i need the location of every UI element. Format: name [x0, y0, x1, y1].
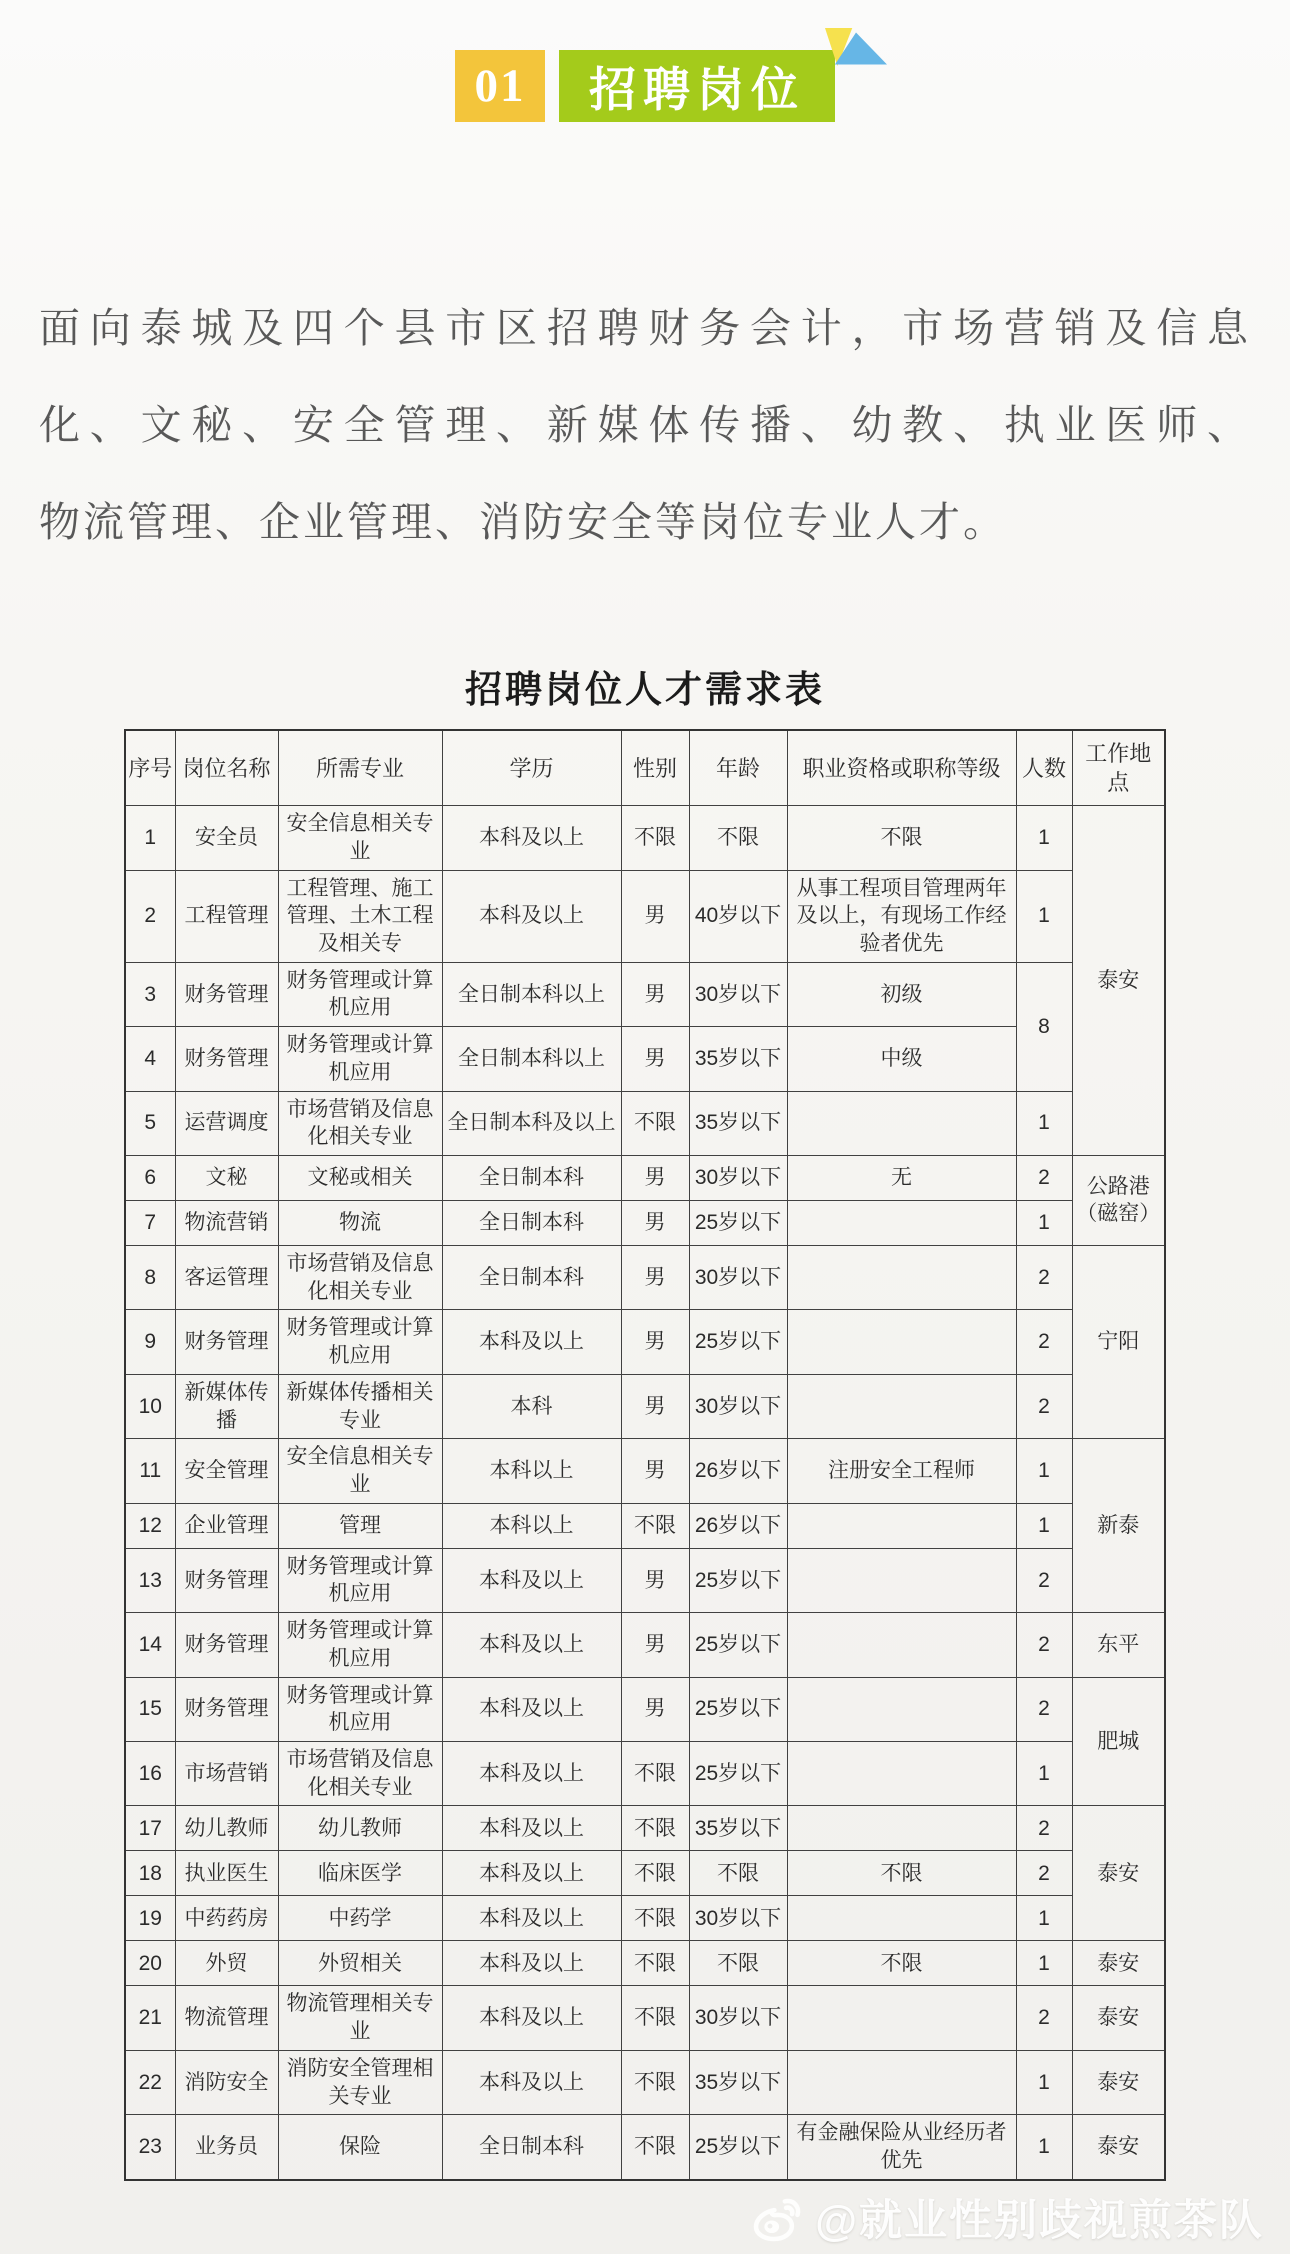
- table-cell: 财务管理或计算机应用: [278, 1310, 442, 1374]
- table-cell: 泰安: [1072, 806, 1165, 1156]
- table-cell: 泰安: [1072, 2050, 1165, 2114]
- table-cell: 本科及以上: [442, 1851, 621, 1896]
- table-cell: 财务管理: [175, 962, 278, 1026]
- table-cell: 男: [621, 1310, 689, 1374]
- table-cell: 30岁以下: [689, 1986, 787, 2050]
- table-cell: 20: [125, 1941, 175, 1986]
- section-title: 招聘岗位: [559, 50, 835, 122]
- table-cell: 不限: [787, 1941, 1016, 1986]
- table-cell: 无: [787, 1155, 1016, 1200]
- table-cell: 1: [1016, 1439, 1072, 1503]
- table-cell: 17: [125, 1806, 175, 1851]
- table-cell: 25岁以下: [689, 1613, 787, 1677]
- table-cell: 35岁以下: [689, 1027, 787, 1091]
- table-row: [125, 1941, 1165, 1986]
- table-cell: [787, 1548, 1016, 1612]
- table-cell: 男: [621, 1439, 689, 1503]
- table-cell: 1: [1016, 1200, 1072, 1245]
- table-row: [125, 962, 1165, 1026]
- table-cell: 财务管理或计算机应用: [278, 1027, 442, 1091]
- table-cell: 1: [1016, 1896, 1072, 1941]
- table-cell: 男: [621, 1677, 689, 1741]
- watermark: [749, 2187, 1264, 2248]
- table-cell: 男: [621, 1200, 689, 1245]
- column-header: 序号: [125, 730, 175, 806]
- table-cell: [787, 1503, 1016, 1548]
- table-cell: 幼儿教师: [278, 1806, 442, 1851]
- table-cell: 40岁以下: [689, 870, 787, 962]
- table-cell: 25岁以下: [689, 1742, 787, 1806]
- table-cell: 幼儿教师: [175, 1806, 278, 1851]
- table-cell: 1: [1016, 870, 1072, 962]
- table-cell: 1: [1016, 2050, 1072, 2114]
- table-cell: 泰安: [1072, 2115, 1165, 2180]
- table-cell: 不限: [621, 1091, 689, 1155]
- table-cell: 本科及以上: [442, 1677, 621, 1741]
- table-cell: 本科及以上: [442, 1986, 621, 2050]
- table-cell: 本科及以上: [442, 1310, 621, 1374]
- table-cell: 新泰: [1072, 1439, 1165, 1613]
- table-cell: [787, 1245, 1016, 1309]
- table-cell: 16: [125, 1742, 175, 1806]
- intro-line: 化、文秘、安全管理、新媒体传播、幼教、执业医师、: [39, 402, 1251, 448]
- table-cell: 男: [621, 1374, 689, 1438]
- table-cell: 工程管理、施工管理、土木工程及相关专: [278, 870, 442, 962]
- table-cell: 不限: [787, 806, 1016, 870]
- table-cell: 22: [125, 2050, 175, 2114]
- section-title-box: [559, 50, 835, 122]
- table-cell: 全日制本科: [442, 1245, 621, 1309]
- table-cell: [787, 1806, 1016, 1851]
- table-cell: 财务管理: [175, 1027, 278, 1091]
- table-cell: 25岁以下: [689, 1548, 787, 1612]
- table-cell: 本科及以上: [442, 806, 621, 870]
- table-cell: 安全员: [175, 806, 278, 870]
- table-cell: 财务管理或计算机应用: [278, 1613, 442, 1677]
- table-cell: 不限: [621, 806, 689, 870]
- table-cell: [787, 1896, 1016, 1941]
- table-cell: 5: [125, 1091, 175, 1155]
- table-cell: 工程管理: [175, 870, 278, 962]
- table-cell: 安全管理: [175, 1439, 278, 1503]
- table-cell: 2: [125, 870, 175, 962]
- table-cell: 文秘: [175, 1155, 278, 1200]
- table-row: [125, 1091, 1165, 1155]
- table-row: [125, 1200, 1165, 1245]
- table-cell: 市场营销及信息化相关专业: [278, 1742, 442, 1806]
- table-cell: 男: [621, 1548, 689, 1612]
- watermark-handle: @就业性别歧视煎茶队: [815, 2197, 1264, 2245]
- table-cell: 新媒体传播: [175, 1374, 278, 1438]
- table-cell: 本科以上: [442, 1439, 621, 1503]
- table-cell: 运营调度: [175, 1091, 278, 1155]
- table-cell: 中药学: [278, 1896, 442, 1941]
- table-cell: [787, 1091, 1016, 1155]
- table-cell: 1: [1016, 806, 1072, 870]
- column-header: 工作地点: [1072, 730, 1165, 806]
- table-cell: 财务管理或计算机应用: [278, 1677, 442, 1741]
- table-cell: 25岁以下: [689, 1200, 787, 1245]
- table-cell: 注册安全工程师: [787, 1439, 1016, 1503]
- column-header: 性别: [621, 730, 689, 806]
- table-cell: [787, 2050, 1016, 2114]
- table-cell: 安全信息相关专业: [278, 806, 442, 870]
- table-row: [125, 1439, 1165, 1503]
- table-row: [125, 1503, 1165, 1548]
- table-cell: 1: [1016, 1742, 1072, 1806]
- table-cell: 男: [621, 1245, 689, 1309]
- table-cell: 2: [1016, 1548, 1072, 1612]
- table-row: [125, 870, 1165, 962]
- table-cell: 东平: [1072, 1613, 1165, 1677]
- table-cell: 1: [1016, 1503, 1072, 1548]
- table-cell: 企业管理: [175, 1503, 278, 1548]
- table-cell: 35岁以下: [689, 1806, 787, 1851]
- table-cell: 2: [1016, 1851, 1072, 1896]
- table-cell: 肥城: [1072, 1677, 1165, 1806]
- table-cell: 物流营销: [175, 1200, 278, 1245]
- table-cell: 30岁以下: [689, 1374, 787, 1438]
- table-cell: 26岁以下: [689, 1439, 787, 1503]
- table-cell: 泰安: [1072, 1986, 1165, 2050]
- table-cell: 2: [1016, 1986, 1072, 2050]
- intro-paragraph: [39, 280, 1251, 571]
- table-cell: 全日制本科: [442, 1155, 621, 1200]
- section-number-badge: 01: [455, 50, 545, 122]
- table-cell: 不限: [621, 1986, 689, 2050]
- table-cell: [787, 1677, 1016, 1741]
- table-cell: [787, 1742, 1016, 1806]
- table-cell: 7: [125, 1200, 175, 1245]
- table-cell: 全日制本科: [442, 2115, 621, 2180]
- table-row: [125, 1677, 1165, 1741]
- triangle-decoration-icon: [825, 28, 887, 66]
- table-cell: 4: [125, 1027, 175, 1091]
- table-cell: 财务管理或计算机应用: [278, 962, 442, 1026]
- table-cell: 14: [125, 1613, 175, 1677]
- table-cell: 市场营销及信息化相关专业: [278, 1245, 442, 1309]
- table-cell: 初级: [787, 962, 1016, 1026]
- table-cell: 18: [125, 1851, 175, 1896]
- column-header: 所需专业: [278, 730, 442, 806]
- table-cell: 本科及以上: [442, 1896, 621, 1941]
- table-cell: 6: [125, 1155, 175, 1200]
- table-cell: 11: [125, 1439, 175, 1503]
- intro-line: 面向泰城及四个县市区招聘财务会计，市场营销及信息: [39, 305, 1251, 351]
- table-row: [125, 1374, 1165, 1438]
- table-cell: 8: [1016, 962, 1072, 1091]
- table-cell: 19: [125, 1896, 175, 1941]
- table-cell: 全日制本科及以上: [442, 1091, 621, 1155]
- table-cell: 公路港（磁窑）: [1072, 1155, 1165, 1245]
- table-cell: 有金融保险从业经历者优先: [787, 2115, 1016, 2180]
- table-cell: 本科及以上: [442, 870, 621, 962]
- table-cell: 业务员: [175, 2115, 278, 2180]
- table-cell: 临床医学: [278, 1851, 442, 1896]
- table-cell: 管理: [278, 1503, 442, 1548]
- table-cell: 21: [125, 1986, 175, 2050]
- column-header: 职业资格或职称等级: [787, 730, 1016, 806]
- table-cell: 男: [621, 1027, 689, 1091]
- table-cell: 35岁以下: [689, 2050, 787, 2114]
- table-cell: 泰安: [1072, 1941, 1165, 1986]
- table-row: [125, 1027, 1165, 1091]
- table-cell: 不限: [621, 2115, 689, 2180]
- table-cell: 不限: [621, 1851, 689, 1896]
- table-cell: 30岁以下: [689, 1896, 787, 1941]
- table-cell: 全日制本科以上: [442, 962, 621, 1026]
- table-cell: 男: [621, 1613, 689, 1677]
- table-cell: 25岁以下: [689, 1677, 787, 1741]
- table-cell: 26岁以下: [689, 1503, 787, 1548]
- table-section: [0, 659, 1290, 2181]
- table-cell: 市场营销及信息化相关专业: [278, 1091, 442, 1155]
- table-cell: 2: [1016, 1806, 1072, 1851]
- table-cell: 财务管理或计算机应用: [278, 1548, 442, 1612]
- table-cell: 25岁以下: [689, 2115, 787, 2180]
- table-cell: 本科: [442, 1374, 621, 1438]
- table-cell: 35岁以下: [689, 1091, 787, 1155]
- table-cell: 不限: [689, 1851, 787, 1896]
- weibo-icon: [749, 2190, 805, 2246]
- table-cell: 本科及以上: [442, 1806, 621, 1851]
- table-cell: 8: [125, 1245, 175, 1309]
- table-cell: 10: [125, 1374, 175, 1438]
- table-cell: 文秘或相关: [278, 1155, 442, 1200]
- table-cell: 物流: [278, 1200, 442, 1245]
- table-cell: 1: [1016, 2115, 1072, 2180]
- table-cell: 物流管理: [175, 1986, 278, 2050]
- table-row: [125, 1155, 1165, 1200]
- table-cell: 本科及以上: [442, 1742, 621, 1806]
- table-cell: 物流管理相关专业: [278, 1986, 442, 2050]
- table-cell: 外贸相关: [278, 1941, 442, 1986]
- intro-line: 物流管理、企业管理、消防安全等岗位专业人才。: [39, 499, 1007, 545]
- table-row: [125, 1896, 1165, 1941]
- table-row: [125, 1245, 1165, 1309]
- table-cell: 1: [1016, 1091, 1072, 1155]
- table-cell: 从事工程项目管理两年及以上，有现场工作经验者优先: [787, 870, 1016, 962]
- table-cell: [787, 1310, 1016, 1374]
- table-cell: 外贸: [175, 1941, 278, 1986]
- table-row: [125, 1806, 1165, 1851]
- table-cell: 宁阳: [1072, 1245, 1165, 1438]
- section-header: [0, 50, 1290, 122]
- table-row: [125, 1613, 1165, 1677]
- table-cell: 30岁以下: [689, 1155, 787, 1200]
- table-cell: 市场营销: [175, 1742, 278, 1806]
- table-cell: 财务管理: [175, 1613, 278, 1677]
- table-cell: 12: [125, 1503, 175, 1548]
- table-cell: 全日制本科以上: [442, 1027, 621, 1091]
- table-cell: 本科以上: [442, 1503, 621, 1548]
- table-cell: 30岁以下: [689, 962, 787, 1026]
- table-cell: [787, 1374, 1016, 1438]
- table-cell: 本科及以上: [442, 2050, 621, 2114]
- table-cell: 2: [1016, 1613, 1072, 1677]
- table-cell: [787, 1200, 1016, 1245]
- table-row: [125, 2050, 1165, 2114]
- table-cell: 1: [125, 806, 175, 870]
- table-cell: 不限: [621, 1941, 689, 1986]
- column-header: 年龄: [689, 730, 787, 806]
- table-cell: 安全信息相关专业: [278, 1439, 442, 1503]
- table-cell: 不限: [621, 1806, 689, 1851]
- table-cell: 男: [621, 870, 689, 962]
- table-cell: 男: [621, 962, 689, 1026]
- table-cell: 全日制本科: [442, 1200, 621, 1245]
- table-cell: 2: [1016, 1677, 1072, 1741]
- column-header: 岗位名称: [175, 730, 278, 806]
- table-cell: 新媒体传播相关专业: [278, 1374, 442, 1438]
- table-cell: 财务管理: [175, 1677, 278, 1741]
- recruitment-table: [124, 729, 1166, 2181]
- table-row: [125, 2115, 1165, 2180]
- table-title: 招聘岗位人才需求表: [465, 670, 825, 711]
- table-cell: 3: [125, 962, 175, 1026]
- table-row: [125, 1548, 1165, 1612]
- table-cell: 本科及以上: [442, 1613, 621, 1677]
- table-cell: 泰安: [1072, 1806, 1165, 1941]
- table-cell: 30岁以下: [689, 1245, 787, 1309]
- table-cell: 2: [1016, 1155, 1072, 1200]
- table-cell: 执业医生: [175, 1851, 278, 1896]
- table-cell: 不限: [621, 2050, 689, 2114]
- table-cell: 本科及以上: [442, 1941, 621, 1986]
- table-cell: 1: [1016, 1941, 1072, 1986]
- table-cell: 中级: [787, 1027, 1016, 1091]
- table-header-row: [125, 730, 1165, 806]
- table-row: [125, 1310, 1165, 1374]
- table-cell: 2: [1016, 1245, 1072, 1309]
- table-cell: 客运管理: [175, 1245, 278, 1309]
- table-cell: 25岁以下: [689, 1310, 787, 1374]
- table-cell: 消防安全: [175, 2050, 278, 2114]
- table-cell: 本科及以上: [442, 1548, 621, 1612]
- table-cell: 2: [1016, 1374, 1072, 1438]
- column-header: 人数: [1016, 730, 1072, 806]
- table-row: [125, 1742, 1165, 1806]
- table-cell: 财务管理: [175, 1310, 278, 1374]
- table-cell: 财务管理: [175, 1548, 278, 1612]
- table-cell: 男: [621, 1155, 689, 1200]
- table-cell: 不限: [621, 1742, 689, 1806]
- table-cell: 9: [125, 1310, 175, 1374]
- table-cell: 13: [125, 1548, 175, 1612]
- table-body: [125, 806, 1165, 2180]
- table-row: [125, 806, 1165, 870]
- table-cell: 不限: [689, 806, 787, 870]
- table-cell: 23: [125, 2115, 175, 2180]
- table-cell: 2: [1016, 1310, 1072, 1374]
- table-cell: 不限: [689, 1941, 787, 1986]
- table-row: [125, 1986, 1165, 2050]
- column-header: 学历: [442, 730, 621, 806]
- table-cell: 保险: [278, 2115, 442, 2180]
- table-cell: 不限: [621, 1503, 689, 1548]
- table-cell: [787, 1613, 1016, 1677]
- table-cell: 中药药房: [175, 1896, 278, 1941]
- table-cell: 不限: [787, 1851, 1016, 1896]
- table-cell: [787, 1986, 1016, 2050]
- table-row: [125, 1851, 1165, 1896]
- table-row: [125, 730, 1165, 806]
- table-cell: 15: [125, 1677, 175, 1741]
- table-cell: 不限: [621, 1896, 689, 1941]
- table-cell: 消防安全管理相关专业: [278, 2050, 442, 2114]
